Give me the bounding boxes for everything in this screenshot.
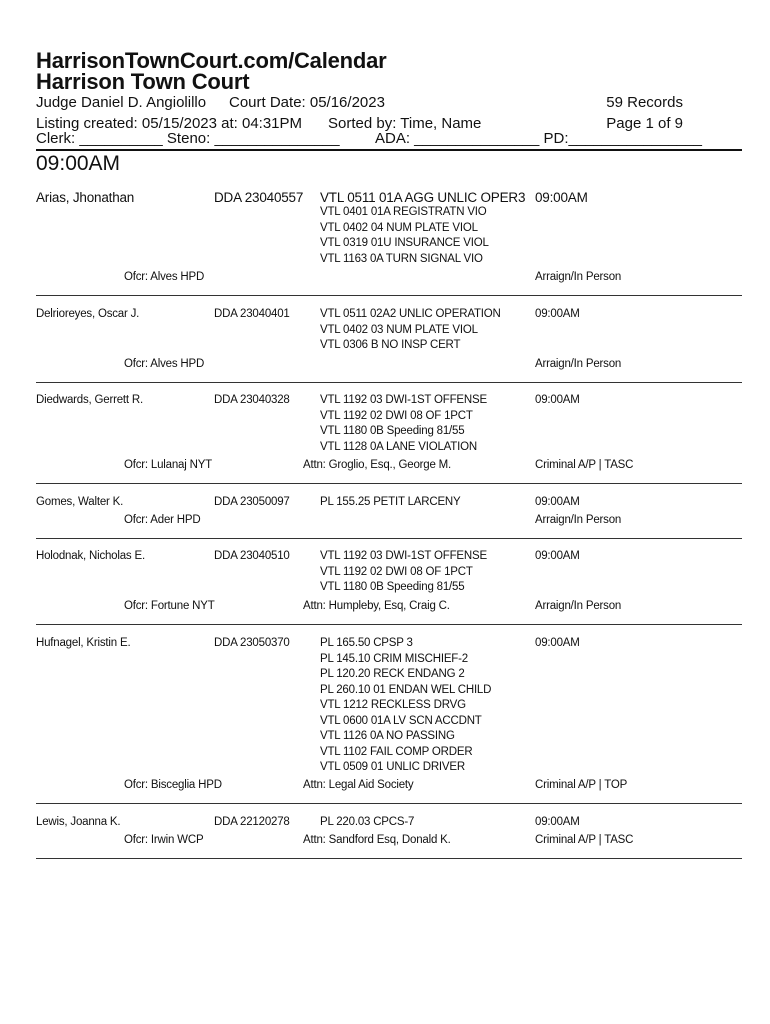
charge-line: VTL 1126 0A NO PASSING xyxy=(320,730,455,742)
charge-list xyxy=(320,636,491,776)
charge-list xyxy=(320,549,487,596)
case-status: Arraign/In Person xyxy=(535,514,622,526)
charge-line: PL 120.20 RECK ENDANG 2 xyxy=(320,668,465,680)
charge-line: VTL 0509 01 UNLIC DRIVER xyxy=(320,761,465,773)
defendant-name: Hufnagel, Kristin E. xyxy=(36,637,131,649)
charge-line: VTL 0600 01A LV SCN ACCDNT xyxy=(320,714,482,727)
charge-line: VTL 1180 0B Speeding 81/55 xyxy=(320,425,465,437)
charge-line: VTL 0511 01A AGG UNLIC OPER3 xyxy=(320,190,526,205)
appearance-time: 09:00AM xyxy=(535,496,580,508)
case-divider xyxy=(36,382,742,383)
defendant-name: Gomes, Walter K. xyxy=(36,496,124,508)
case-divider xyxy=(36,538,742,539)
charge-line: VTL 1102 FAIL COMP ORDER xyxy=(320,745,473,758)
docket-number: DDA 23040328 xyxy=(214,394,290,406)
appearance-time: 09:00AM xyxy=(535,308,580,320)
charge-list xyxy=(320,307,501,354)
docket-number: DDA 23040557 xyxy=(214,190,304,205)
case-divider xyxy=(36,803,742,804)
page-indicator: Page 1 of 9 xyxy=(606,115,683,132)
charge-list xyxy=(320,205,489,267)
charge-line: VTL 1212 RECKLESS DRVG xyxy=(320,699,466,711)
header-divider xyxy=(36,149,742,151)
appearance-time: 09:00AM xyxy=(535,637,580,649)
docket-number: DDA 22120278 xyxy=(214,816,290,828)
listing-created: Listing created: 05/15/2023 at: 04:31PM xyxy=(36,115,303,132)
docket-number: DDA 23050370 xyxy=(214,637,290,649)
court-name: Harrison Town Court xyxy=(36,69,250,94)
officer: Ofcr: Irwin WCP xyxy=(124,834,204,846)
time-heading: 09:00AM xyxy=(36,152,121,175)
clerk-steno-line: Clerk: __________ Steno: _______________ xyxy=(36,130,340,147)
charge-line: VTL 0402 03 NUM PLATE VIOL xyxy=(320,323,478,336)
charge-line: PL 145.10 CRIM MISCHIEF-2 xyxy=(320,652,468,665)
charge-line: VTL 1128 0A LANE VIOLATION xyxy=(320,440,477,453)
case-status: Arraign/In Person xyxy=(535,271,622,283)
appearance-time: 09:00AM xyxy=(535,550,580,562)
attorney: Attn: Legal Aid Society xyxy=(303,779,414,791)
charge-line: VTL 0402 04 NUM PLATE VIOL xyxy=(320,221,478,234)
charge-line: VTL 1192 02 DWI 08 OF 1PCT xyxy=(320,565,473,578)
defendant-name: Delrioreyes, Oscar J. xyxy=(36,308,140,320)
officer: Ofcr: Lulanaj NYT xyxy=(124,459,212,471)
charge-line: VTL 0306 B NO INSP CERT xyxy=(320,339,461,351)
attorney: Attn: Humpleby, Esq, Craig C. xyxy=(303,600,450,612)
charge-line: VTL 1192 03 DWI-1ST OFFENSE xyxy=(320,550,487,562)
appearance-time: 09:00AM xyxy=(535,816,580,828)
case-divider xyxy=(36,858,742,859)
charge-line: PL 220.03 CPCS-7 xyxy=(320,816,415,828)
case-divider xyxy=(36,624,742,625)
appearance-time: 09:00AM xyxy=(535,394,580,406)
judge-name: Judge Daniel D. Angiolillo xyxy=(36,94,207,111)
docket-number: DDA 23050097 xyxy=(214,496,290,508)
charge-line: VTL 0319 01U INSURANCE VIOL xyxy=(320,237,489,249)
charge-line: VTL 1180 0B Speeding 81/55 xyxy=(320,581,465,593)
officer: Ofcr: Ader HPD xyxy=(124,514,201,526)
case-status: Criminal A/P | TASC xyxy=(535,834,634,846)
charge-list xyxy=(320,393,487,455)
charge-line: VTL 1192 02 DWI 08 OF 1PCT xyxy=(320,409,473,422)
attorney: Attn: Sandford Esq, Donald K. xyxy=(303,834,451,846)
case-status: Arraign/In Person xyxy=(535,358,622,370)
site-title: HarrisonTownCourt.com/Calendar xyxy=(36,48,387,73)
officer: Ofcr: Alves HPD xyxy=(124,358,205,370)
sort-order: Sorted by: Time, Name xyxy=(328,115,482,132)
ada-pd-line: ADA: _______________ PD:________________ xyxy=(375,130,702,147)
case-status: Arraign/In Person xyxy=(535,600,622,612)
case-divider xyxy=(36,483,742,484)
officer: Ofcr: Fortune NYT xyxy=(124,600,215,612)
charge-line: VTL 0401 01A REGISTRATN VIO xyxy=(320,206,487,218)
docket-number: DDA 23040510 xyxy=(214,550,290,562)
charge-line: VTL 1163 0A TURN SIGNAL VIO xyxy=(320,252,483,265)
charge-line: VTL 0511 02A2 UNLIC OPERATION xyxy=(320,308,501,320)
appearance-time: 09:00AM xyxy=(535,190,588,205)
charge-line: PL 260.10 01 ENDAN WEL CHILD xyxy=(320,683,492,696)
case-status: Criminal A/P | TOP xyxy=(535,779,628,791)
defendant-name: Lewis, Joanna K. xyxy=(36,816,121,828)
case-divider xyxy=(36,295,742,296)
charge-line: VTL 1192 03 DWI-1ST OFFENSE xyxy=(320,394,487,406)
attorney: Attn: Groglio, Esq., George M. xyxy=(303,459,452,471)
officer: Ofcr: Alves HPD xyxy=(124,271,205,283)
defendant-name: Diedwards, Gerrett R. xyxy=(36,394,143,406)
case-status: Criminal A/P | TASC xyxy=(535,459,634,471)
court-date: Court Date: 05/16/2023 xyxy=(229,94,385,111)
charge-line: PL 155.25 PETIT LARCENY xyxy=(320,496,461,508)
charge-line: PL 165.50 CPSP 3 xyxy=(320,637,413,649)
record-count: 59 Records xyxy=(606,94,683,111)
defendant-name: Arias, Jhonathan xyxy=(36,190,135,205)
docket-number: DDA 23040401 xyxy=(214,308,290,320)
defendant-name: Holodnak, Nicholas E. xyxy=(36,550,145,562)
officer: Ofcr: Bisceglia HPD xyxy=(124,779,222,791)
